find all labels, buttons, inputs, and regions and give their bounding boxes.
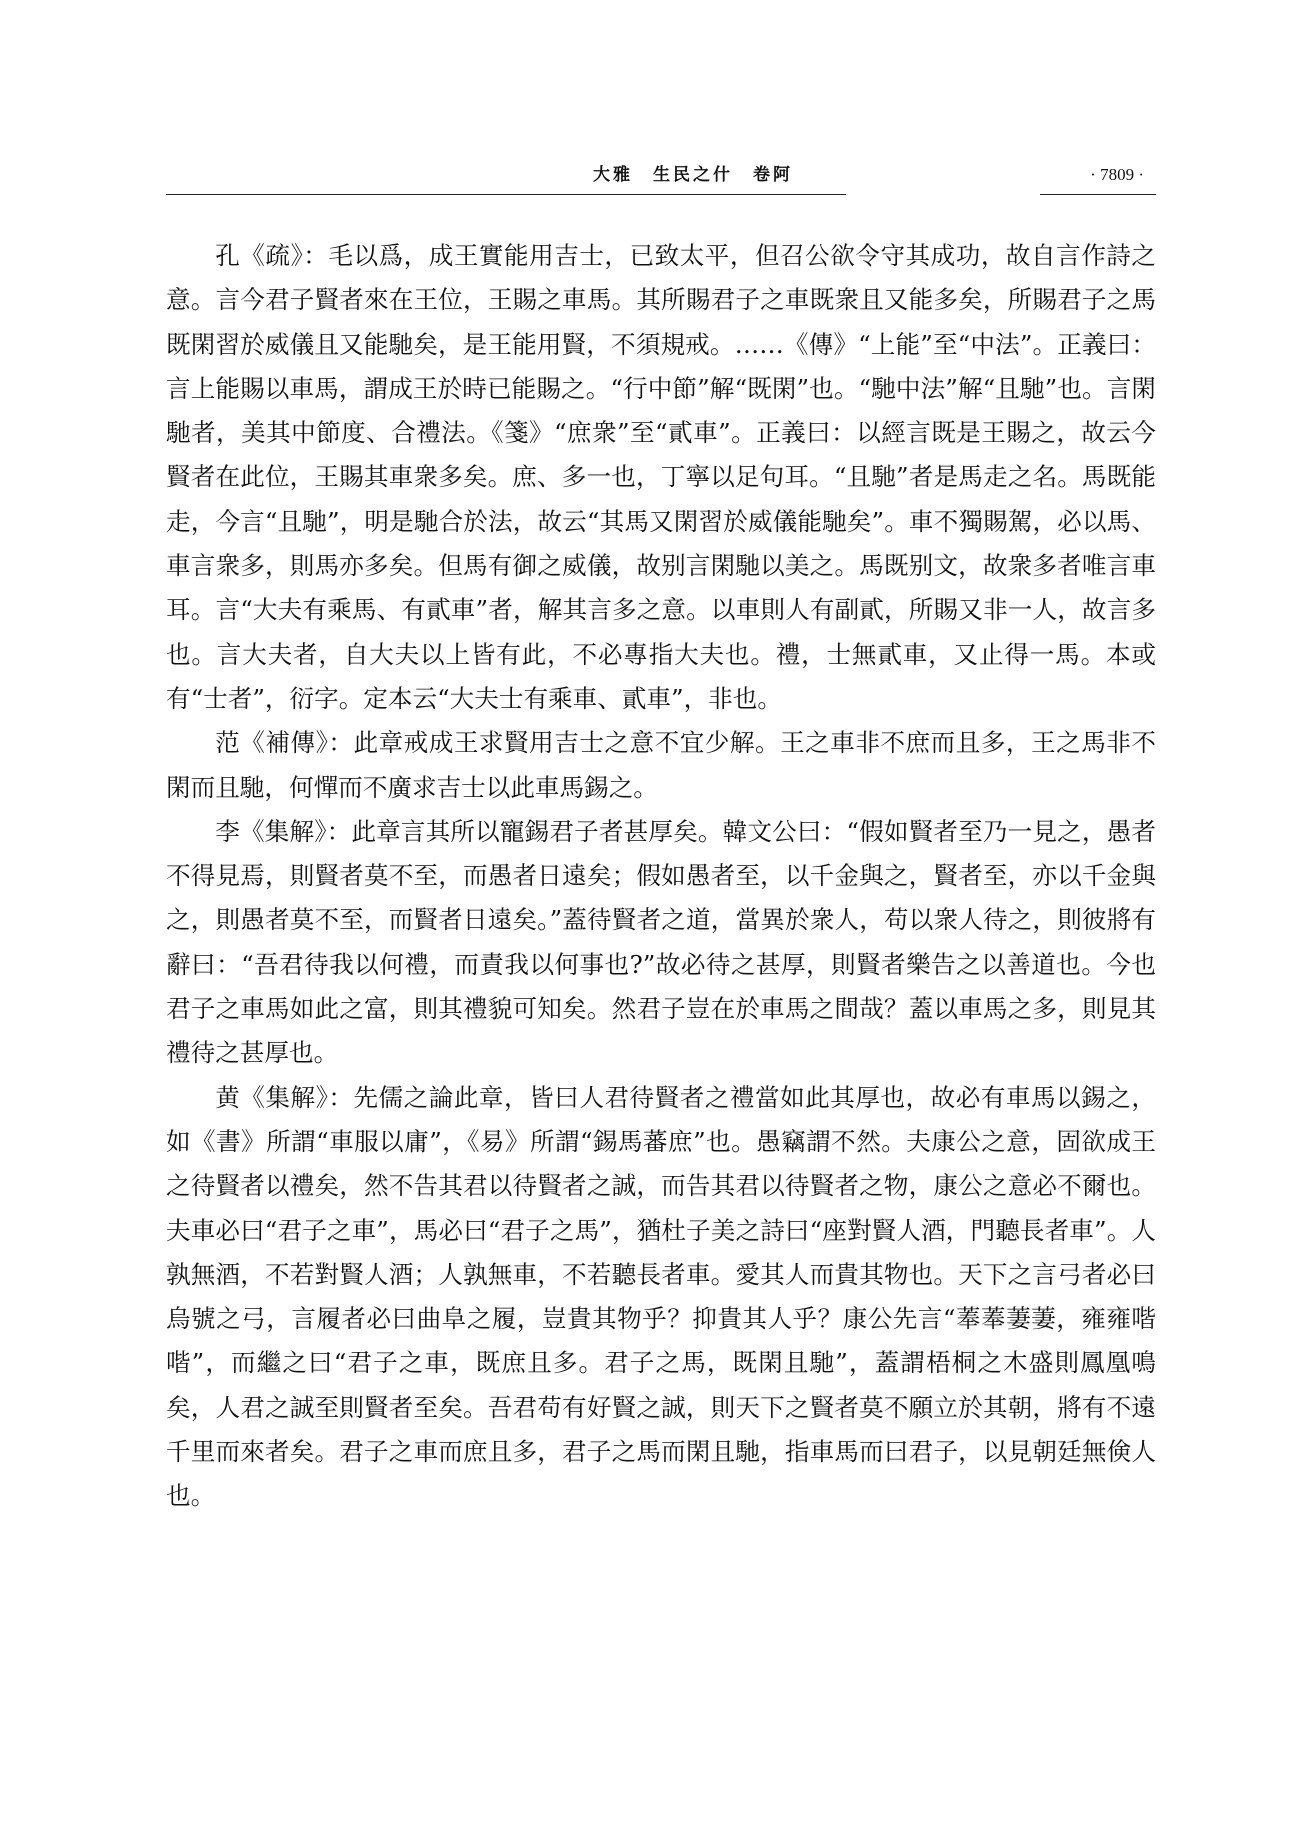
page-header (166, 160, 1156, 190)
paragraph-huang-jijie: 黄《集解》：先儒之論此章，皆曰人君待賢者之禮當如此其厚也，故必有車馬以錫之，如《書》所謂“車服以庸”，《易》所謂“錫馬蕃庶”也。愚竊謂不然。夫康公之意，固欲成王之待賢者以禮矣，然不告其君以待賢者之誠，而告其君以待賢者之物，康公之意必不爾也。夫車必曰“君子之車”，馬必曰“君子之馬”，猶杜子美之詩曰“座對賢人酒，門聽長者車”。人孰無酒，不若對賢人酒；人孰無車，不若聽長者車。愛其人而貴其物也。天下之言弓者必曰烏號之弓，言履者必曰曲阜之履，豈貴其物乎？抑貴其人乎？康公先言“菶菶萋萋，雍雍喈喈”，而繼之曰“君子之車，既庶且多。君子之馬，既閑且馳”，蓋謂梧桐之木盛則鳳凰鳴矣，人君之誠至則賢者至矣。吾君苟有好賢之誠，則天下之賢者莫不願立於其朝，將有不遠千里而來者矣。君子之車而庶且多，君子之馬而閑且馳，指車馬而曰君子，以見朝廷無倹人也。 (166, 1082, 1156, 1511)
page-number: · 7809 · (1090, 165, 1144, 184)
header-rule-right (1040, 194, 1156, 195)
running-title: 大雅 生民之什 卷阿 (593, 165, 793, 185)
header-rule (166, 194, 846, 195)
page-body (166, 234, 1156, 1519)
paragraph-kong-shu: 孔《疏》：毛以爲，成王實能用吉士，已致太平，但召公欲令守其成功，故自言作詩之意。言今君子賢者來在王位，王賜之車馬。其所賜君子之車既衆且又能多矣，所賜君子之馬既閑習於威儀且又能馳矣，是王能用賢，不須規戒。……《傳》“上能”至“中法”。正義曰：言上能賜以車馬，謂成王於時已能賜之。“行中節”解“既閑”也。“馳中法”解“且馳”也。言閑馳者，美其中節度、合禮法。《箋》“庶衆”至“貳車”。正義曰：以經言既是王賜之，故云今賢者在此位，王賜其車衆多矣。庶、多一也，丁寧以足句耳。“且馳”者是馬走之名。馬既能走，今言“且馳”，明是馳合於法，故云“其馬又閑習於威儀能馳矣”。車不獨賜駕，必以馬、車言衆多，則馬亦多矣。但馬有御之威儀，故别言閑馳以美之。馬既别文，故衆多者唯言車耳。言“大夫有乘馬、有貳車”者，解其言多之意。以車則人有副貳，所賜又非一人，故言多也。言大夫者，自大夫以上皆有此，不必專指大夫也。禮，士無貳車，又止得一馬。本或有“士者”，衍字。定本云“大夫士有乘車、貳車”，非也。 (166, 241, 1156, 713)
paragraph-fan-buzhuan: 范《補傳》：此章戒成王求賢用吉士之意不宜少解。王之車非不庶而且多，王之馬非不閑而且馳，何憚而不廣求吉士以此車馬錫之。 (166, 728, 1156, 802)
paragraph-li-jijie: 李《集解》：此章言其所以寵錫君子者甚厚矣。韓文公曰：“假如賢者至乃一見之，愚者不得見焉，則賢者莫不至，而愚者日遠矣；假如愚者至，以千金與之，賢者至，亦以千金與之，則愚者莫不至，而賢者日遠矣。”蓋待賢者之道，當異於衆人，苟以衆人待之，則彼將有辭曰：“吾君待我以何禮，而責我以何事也?”故必待之甚厚，則賢者樂告之以善道也。今也君子之車馬如此之富，則其禮貌可知矣。然君子豈在於車馬之間哉？蓋以車馬之多，則見其禮待之甚厚也。 (166, 816, 1156, 1068)
